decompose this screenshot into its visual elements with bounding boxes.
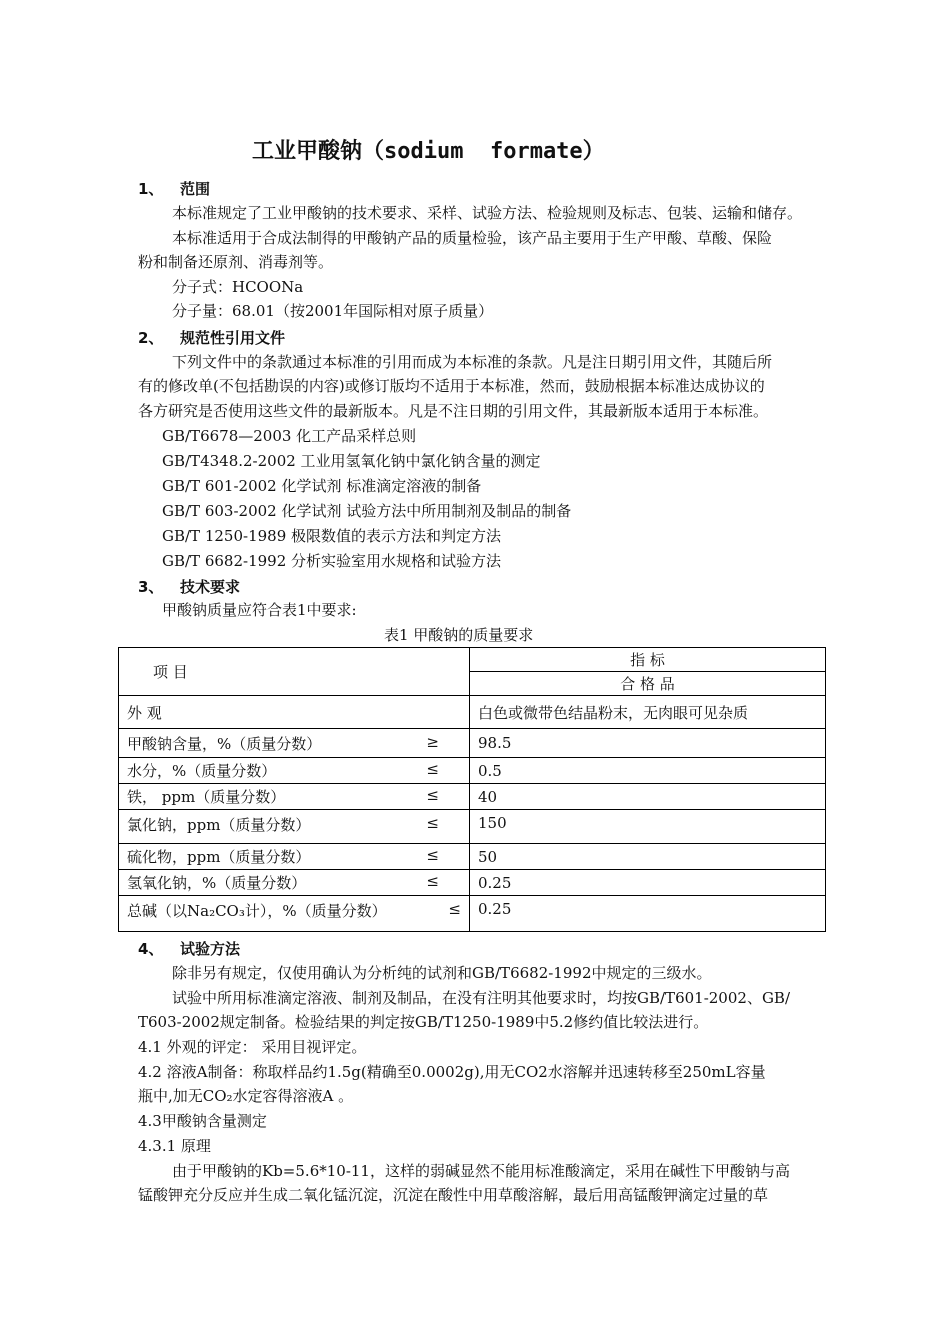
table-cell-item <box>119 784 470 810</box>
table-caption: 表1 甲酸钠的质量要求 <box>384 626 534 644</box>
table-cell-value: 0.25 <box>470 896 826 932</box>
table-row <box>119 896 826 932</box>
reference-item: GB/T 603-2002 化学试剂 试验方法中所用制剂及制品的制备 <box>162 502 572 520</box>
paragraph: 各方研究是否使用这些文件的最新版本。凡是不注日期的引用文件，其最新版本适用于本标准。 <box>138 402 769 420</box>
item-label: 水分，%（质量分数） <box>127 762 277 780</box>
table-cell-value: 98.5 <box>470 729 826 758</box>
section-number: 4、 <box>138 940 164 958</box>
relation-symbol: ≥ <box>426 732 439 751</box>
subsection-4-3: 4.3甲酸钠含量测定 <box>138 1112 267 1130</box>
document-title: 工业甲酸钠（sodium formate） <box>252 139 605 164</box>
reference-item: GB/T6678—2003 化工产品采样总则 <box>162 427 417 445</box>
relation-symbol: ≤ <box>426 814 439 832</box>
item-label: 甲酸钠含量，%（质量分数） <box>127 734 322 753</box>
table-header-item: 项 目 <box>119 648 470 696</box>
reference-item: GB/T4348.2-2002 工业用氢氧化钠中氯化钠含量的测定 <box>162 452 541 470</box>
table-cell-value: 50 <box>470 844 826 870</box>
table-row <box>119 758 826 784</box>
paragraph: 本标准适用于合成法制得的甲酸钠产品的质量检验，该产品主要用于生产甲酸、草酸、保险 <box>172 229 773 247</box>
paragraph: 由于甲酸钠的Kb=5.6*10-11，这样的弱碱显然不能用标准酸滴定，采用在碱性下甲酸钠与高 <box>172 1162 790 1180</box>
paragraph: 瓶中,加无CO₂水定容得溶液A 。 <box>138 1087 354 1105</box>
relation-symbol: ≤ <box>426 786 439 804</box>
paragraph: 下列文件中的条款通过本标准的引用而成为本标准的条款。凡是注日期引用文件，其随后所 <box>172 353 773 371</box>
molecular-formula: 分子式：HCOONa <box>172 278 304 296</box>
table-cell-item <box>119 758 470 784</box>
quality-table <box>118 647 826 932</box>
table-cell-item <box>119 896 470 932</box>
table-row <box>119 870 826 896</box>
table-cell-value: 40 <box>470 784 826 810</box>
relation-symbol: ≤ <box>426 872 439 890</box>
paragraph: 本标准规定了工业甲酸钠的技术要求、采样、试验方法、检验规则及标志、包装、运输和储存。 <box>172 204 803 222</box>
section-title: 范围 <box>180 180 211 198</box>
section-heading-scope <box>138 178 210 199</box>
table-row <box>119 729 826 758</box>
item-label: 氢氧化钠，%（质量分数） <box>127 874 307 892</box>
relation-symbol: ≤ <box>448 900 461 918</box>
item-label: 铁， ppm（质量分数） <box>127 788 286 806</box>
table-row <box>119 810 826 844</box>
paragraph: 锰酸钾充分反应并生成二氧化锰沉淀，沉淀在酸性中用草酸溶解，最后用高锰酸钾滴定过量的草 <box>138 1186 769 1204</box>
section-title: 试验方法 <box>180 940 241 958</box>
subsection-4-2: 4.2 溶液A制备：称取样品约1.5g(精确至0.0002g),用无CO2水溶解并迅速转移至250mL容量 <box>138 1063 766 1081</box>
paragraph: 甲酸钠质量应符合表1中要求: <box>162 601 357 619</box>
paragraph: 除非另有规定，仅使用确认为分析纯的试剂和GB/T6682-1992中规定的三级水。 <box>172 964 712 982</box>
table-cell-item <box>119 870 470 896</box>
section-heading-methods <box>138 938 240 959</box>
table-cell-item <box>119 729 470 758</box>
subsection-4-1: 4.1 外观的评定： 采用目视评定。 <box>138 1038 367 1056</box>
reference-item: GB/T 601-2002 化学试剂 标准滴定溶液的制备 <box>162 477 482 495</box>
table-row <box>119 784 826 810</box>
paragraph: 试验中所用标准滴定溶液、制剂及制品，在没有注明其他要求时，均按GB/T601-2002、GB/ <box>172 989 790 1007</box>
section-title: 技术要求 <box>180 578 241 596</box>
paragraph: 粉和制备还原剂、消毒剂等。 <box>138 253 334 271</box>
reference-item: GB/T 1250-1989 极限数值的表示方法和判定方法 <box>162 527 502 545</box>
item-label: 硫化物，ppm（质量分数） <box>127 848 311 866</box>
molecular-mass: 分子量：68.01（按2001年国际相对原子质量） <box>172 302 494 320</box>
section-title: 规范性引用文件 <box>180 329 286 347</box>
section-heading-references <box>138 327 285 348</box>
item-label: 总碱（以Na₂CO₃计），%（质量分数） <box>127 902 387 920</box>
relation-symbol: ≤ <box>426 760 439 778</box>
section-number: 3、 <box>138 578 164 596</box>
section-number: 2、 <box>138 329 164 347</box>
table-header-index: 指 标 <box>470 648 826 672</box>
table-cell-value: 白色或微带色结晶粉末，无肉眼可见杂质 <box>470 696 826 729</box>
table-header-grade: 合 格 品 <box>470 672 826 696</box>
section-number: 1、 <box>138 180 164 198</box>
paragraph: T603-2002规定制备。检验结果的判定按GB/T1250-1989中5.2修约值比较法进行。 <box>138 1013 709 1031</box>
reference-item: GB/T 6682-1992 分析实验室用水规格和试验方法 <box>162 552 502 570</box>
table-cell-value: 0.25 <box>470 870 826 896</box>
table-cell-value: 150 <box>470 810 826 844</box>
section-heading-tech <box>138 576 240 597</box>
item-label: 氯化钠，ppm（质量分数） <box>127 816 311 834</box>
table-row <box>119 844 826 870</box>
table-cell-value: 0.5 <box>470 758 826 784</box>
subsection-4-3-1: 4.3.1 原理 <box>138 1137 211 1155</box>
table-cell-item <box>119 844 470 870</box>
item-label: 外 观 <box>127 703 162 722</box>
table-cell-item <box>119 696 470 729</box>
table-row <box>119 696 826 729</box>
paragraph: 有的修改单(不包括勘误的内容)或修订版均不适用于本标准，然而，鼓励根据本标准达成协议的 <box>138 377 765 395</box>
table-cell-item <box>119 810 470 844</box>
relation-symbol: ≤ <box>426 846 439 864</box>
